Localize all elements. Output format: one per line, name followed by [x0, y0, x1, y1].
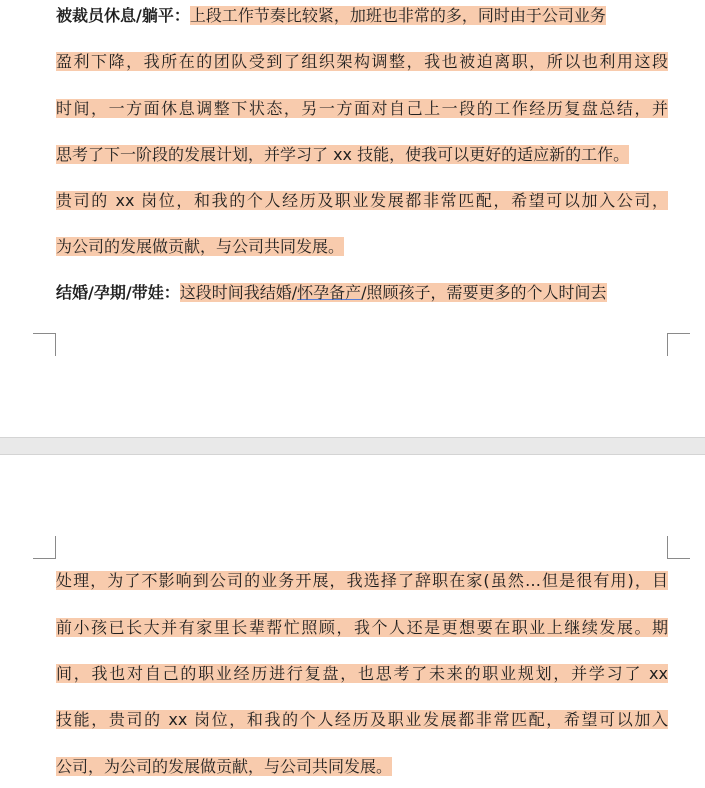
page-margin-corner-mark [33, 536, 56, 559]
paragraph-line[interactable] [56, 97, 668, 121]
highlighted-text: 技能，贵司的 xx 岗位，和我的个人经历及职业发展都非常匹配，希望可以加入 [56, 710, 668, 729]
highlighted-text: /照顾孩子，需要更多的个人时间去 [361, 283, 607, 302]
paragraph-line[interactable] [56, 708, 668, 732]
paragraph-line[interactable] [56, 662, 668, 686]
paragraph-line[interactable] [56, 50, 668, 74]
spellcheck-underlined-text: 怀孕备产 [297, 283, 362, 302]
highlighted-text: 处理，为了不影响到公司的业务开展，我选择了辞职在家(虽然…但是很有用)，目 [56, 571, 668, 590]
page-break-gap [0, 437, 705, 455]
section-heading-laid-off: 被裁员休息/躺平： [56, 6, 190, 25]
paragraph-line[interactable] [56, 143, 668, 167]
section-heading-marriage: 结婚/孕期/带娃： [56, 283, 180, 302]
highlighted-text: 盈利下降，我所在的团队受到了组织架构调整，我也被迫离职，所以也利用这段 [56, 52, 668, 71]
page-margin-corner-mark [667, 536, 690, 559]
highlighted-text: 贵司的 xx 岗位，和我的个人经历及职业发展都非常匹配，希望可以加入公司， [56, 191, 668, 210]
paragraph-line[interactable] [56, 755, 668, 779]
paragraph-line[interactable] [56, 569, 668, 593]
highlighted-text: 上段工作节奏比较紧，加班也非常的多，同时由于公司业务 [189, 6, 606, 25]
highlighted-text: 公司，为公司的发展做贡献，与公司共同发展。 [56, 757, 393, 776]
paragraph-line[interactable] [56, 616, 668, 640]
paragraph-line[interactable] [56, 281, 668, 305]
document-page-2 [0, 455, 705, 788]
highlighted-text: 思考了下一阶段的发展计划，并学习了 xx 技能，使我可以更好的适应新的工作。 [56, 145, 630, 164]
highlighted-text: 时间，一方面休息调整下状态，另一方面对自己上一段的工作经历复盘总结，并 [56, 99, 668, 118]
paragraph-line[interactable] [56, 4, 668, 28]
highlighted-text: 这段时间我结婚/ [179, 283, 298, 302]
page-margin-corner-mark [33, 333, 56, 356]
highlighted-text: 间，我也对自己的职业经历进行复盘，也思考了未来的职业规划，并学习了 xx [56, 664, 668, 683]
paragraph-line[interactable] [56, 235, 668, 259]
paragraph-line[interactable] [56, 189, 668, 213]
highlighted-text: 前小孩已长大并有家里长辈帮忙照顾，我个人还是更想要在职业上继续发展。期 [56, 618, 668, 637]
page-margin-corner-mark [667, 333, 690, 356]
highlighted-text: 为公司的发展做贡献，与公司共同发展。 [56, 237, 345, 256]
